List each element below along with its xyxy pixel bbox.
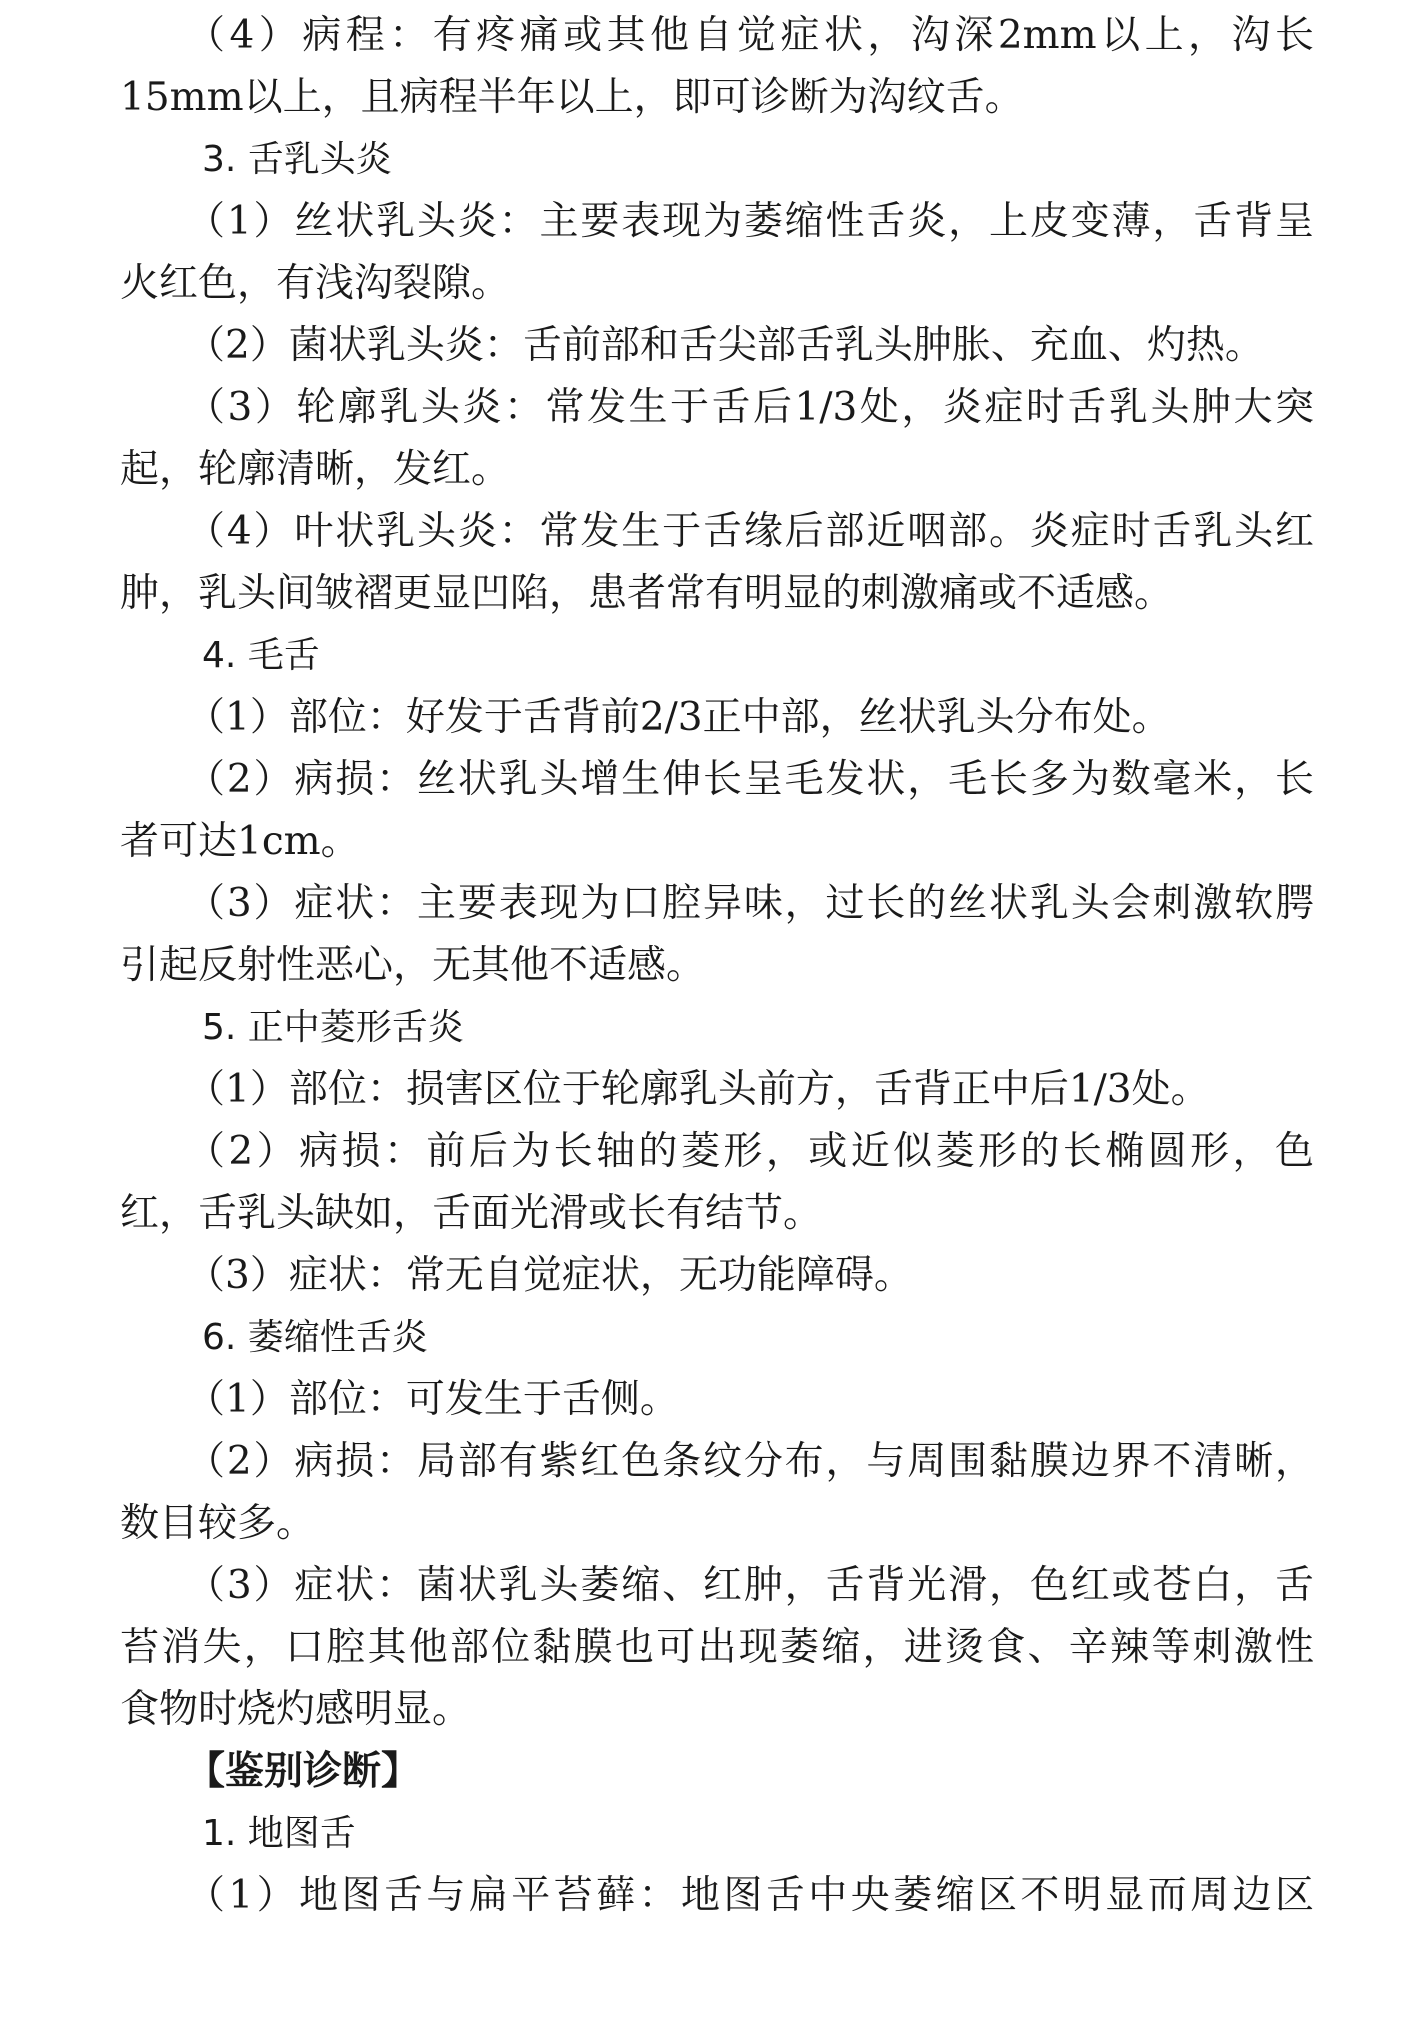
section-title: 【鉴别诊断】 [186, 1749, 421, 1794]
section-heading: 3. 舌乳头炎 [202, 139, 392, 180]
section-heading: 1. 地图舌 [202, 1813, 356, 1854]
text-line: 引起反射性恶心，无其他不适感。 [120, 943, 706, 988]
text-line: （1）部位：好发于舌背前2/3正中部，丝状乳头分布处。 [186, 695, 1171, 740]
text-line: （2）病损：前后为长轴的菱形，或近似菱形的长椭圆形，色 [186, 1129, 1314, 1174]
text-line: （3）症状：主要表现为口腔异味，过长的丝状乳头会刺激软腭 [186, 881, 1314, 926]
text-line: （1）丝状乳头炎：主要表现为萎缩性舌炎，上皮变薄，舌背呈 [186, 199, 1314, 244]
text-line: 火红色，有浅沟裂隙。 [120, 261, 511, 306]
text-line: 数目较多。 [120, 1501, 316, 1546]
text-line: （1）部位：损害区位于轮廓乳头前方，舌背正中后1/3处。 [186, 1067, 1210, 1112]
section-heading: 5. 正中菱形舌炎 [202, 1007, 464, 1048]
text-line: （1）地图舌与扁平苔藓：地图舌中央萎缩区不明显而周边区 [186, 1873, 1314, 1918]
text-line: 苔消失，口腔其他部位黏膜也可出现萎缩，进烫食、辛辣等刺激性 [120, 1625, 1314, 1670]
text-line: （1）部位：可发生于舌侧。 [186, 1377, 679, 1422]
text-line: 食物时烧灼感明显。 [120, 1687, 472, 1732]
text-line: （4）叶状乳头炎：常发生于舌缘后部近咽部。炎症时舌乳头红 [186, 509, 1314, 554]
text-line: （3）症状：常无自觉症状，无功能障碍。 [186, 1253, 913, 1298]
text-line: （3）症状：菌状乳头萎缩、红肿，舌背光滑，色红或苍白，舌 [186, 1563, 1314, 1608]
text-line: 红，舌乳头缺如，舌面光滑或长有结节。 [120, 1191, 823, 1236]
text-line: 15mm以上，且病程半年以上，即可诊断为沟纹舌。 [120, 75, 1024, 120]
text-line: 起，轮廓清晰，发红。 [120, 447, 511, 492]
text-line: （2）菌状乳头炎：舌前部和舌尖部舌乳头肿胀、充血、灼热。 [186, 323, 1264, 368]
text-line: （2）病损：丝状乳头增生伸长呈毛发状，毛长多为数毫米，长 [186, 757, 1314, 802]
text-line: （3）轮廓乳头炎：常发生于舌后1/3处，炎症时舌乳头肿大突 [186, 385, 1314, 430]
text-line: （4）病程：有疼痛或其他自觉症状，沟深2mm以上，沟长 [186, 13, 1314, 58]
text-line: 者可达1cm。 [120, 819, 360, 864]
section-heading: 6. 萎缩性舌炎 [202, 1317, 428, 1358]
section-heading: 4. 毛舌 [202, 635, 320, 676]
text-line: （2）病损：局部有紫红色条纹分布，与周围黏膜边界不清晰， [186, 1439, 1314, 1484]
text-line: 肿，乳头间皱褶更显凹陷，患者常有明显的刺激痛或不适感。 [120, 571, 1174, 616]
